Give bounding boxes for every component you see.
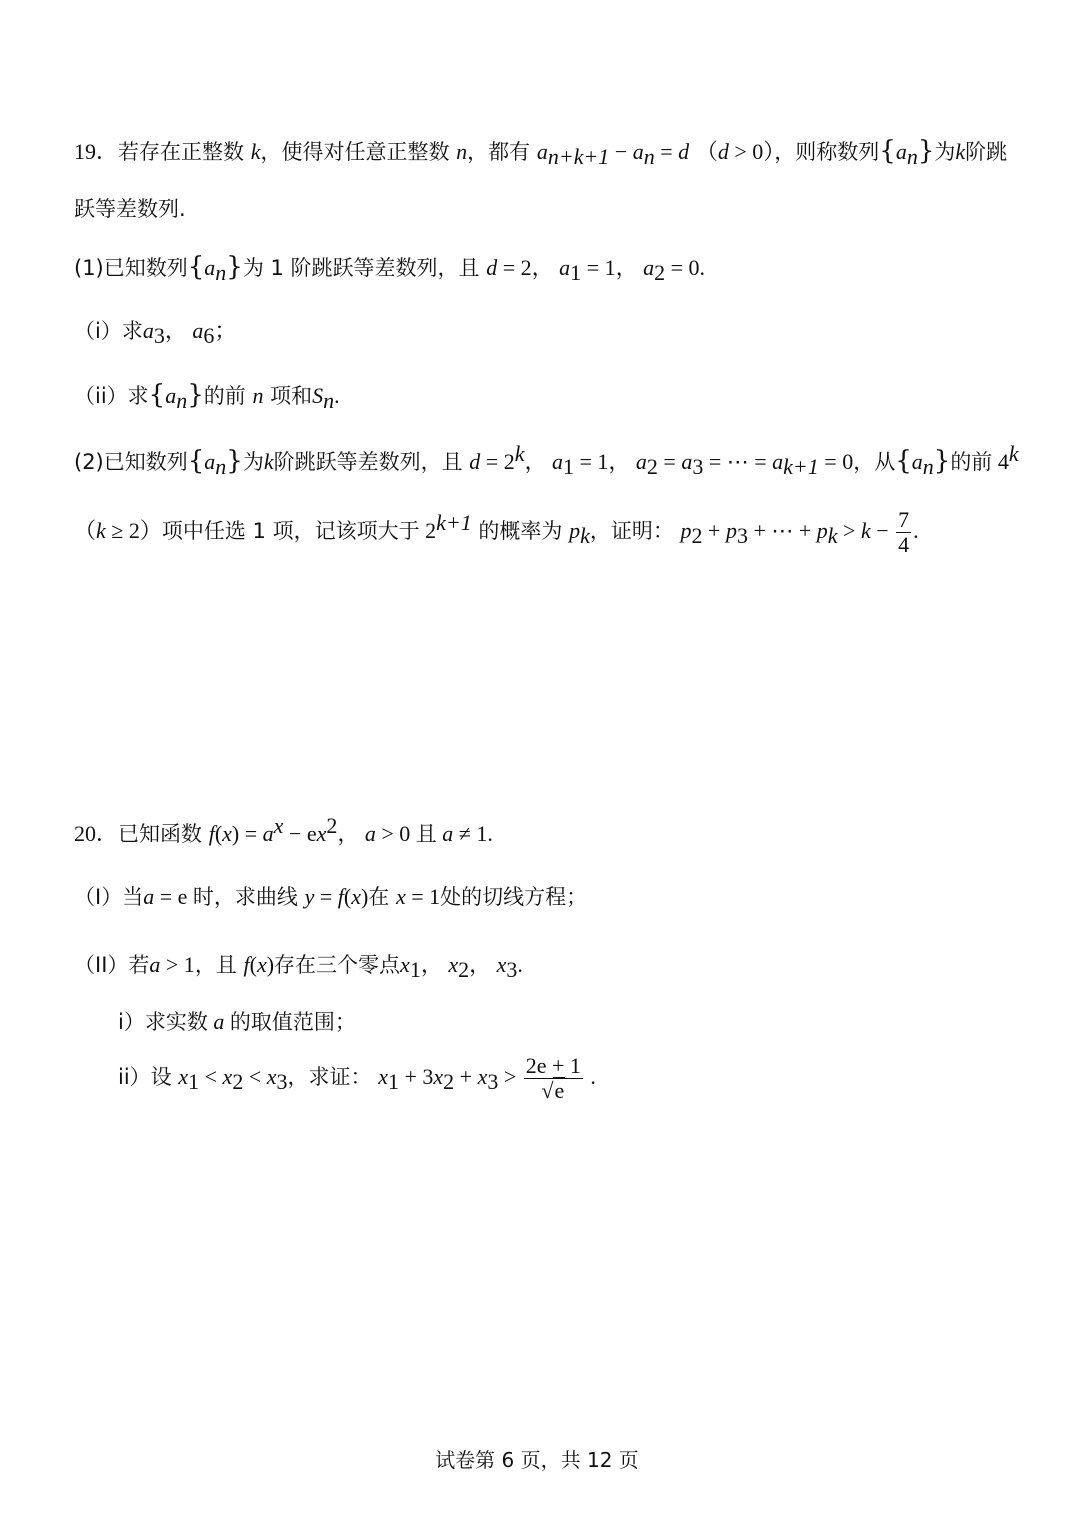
- q19-part2: (2)已知数列$\{a_n\}$为k阶跳跃等差数列，且 $d = 2^k$， $a_1 = 1$， $a_2 = a_3$ = ⋯ = $a_{k+1} = 0$，从$\{a_n\}$的前 4$^k$: [74, 441, 1019, 480]
- q20-part2-ii: ii）设 $x_1 < x_2 < x_3$，求证： $x_1 + 3x_2 + x_3$ > $\frac{2e + 1}{√e}$ .: [118, 1053, 596, 1103]
- q19-line-2: 跃等差数列.: [74, 197, 186, 221]
- fraction-7-4: $\frac{7}{4}$: [898, 507, 910, 557]
- q20-part2-i: i）求实数 a 的取值范围；: [118, 1009, 356, 1034]
- q20-line-1: 20．已知函数 $f(x) = a^x - ex^2$， a > 0 且 a ≠ 1.: [74, 813, 493, 846]
- q19-part1-i: （i）求$a_3$， $a_6$；: [74, 318, 237, 349]
- page-footer: 试卷第 6 页，共 12 页: [435, 1448, 639, 1472]
- q19-part1: (1)已知数列$\{a_n\}$为 1 阶跳跃等差数列，且 d = 2， $a_1 = 1$， $a_2 = 0$.: [74, 252, 706, 286]
- q19-part2-cont: （k ≥ 2）项中任选 1 项，记该项大于 $2^{k+1}$ 的概率为 $p_k$，证明： $p_2 + p_3$ + ⋯ + $p_k > k$ − $\frac{7}{4}$ .: [74, 507, 919, 557]
- q19-line-1: 19．若存在正整数 k，使得对任意正整数 n，都有 $a_{n+k+1} - a_n = d$ （d > 0），则称数列$\{a_n\}$为k阶跳: [74, 136, 1008, 170]
- q20-part1: （I）当a = e 时，求曲线 y = f(x)在 x = 1处的切线方程；: [74, 884, 588, 909]
- fraction-2e1-sqrte: $\frac{2e + 1}{√e}$: [525, 1053, 581, 1103]
- q19-part1-ii: （ii）求$\{a_n\}$的前 n 项和$S_n$.: [74, 380, 340, 414]
- q20-part2: （II）若a > 1，且 f(x)存在三个零点$x_1$， $x_2$， $x_3$.: [74, 952, 523, 983]
